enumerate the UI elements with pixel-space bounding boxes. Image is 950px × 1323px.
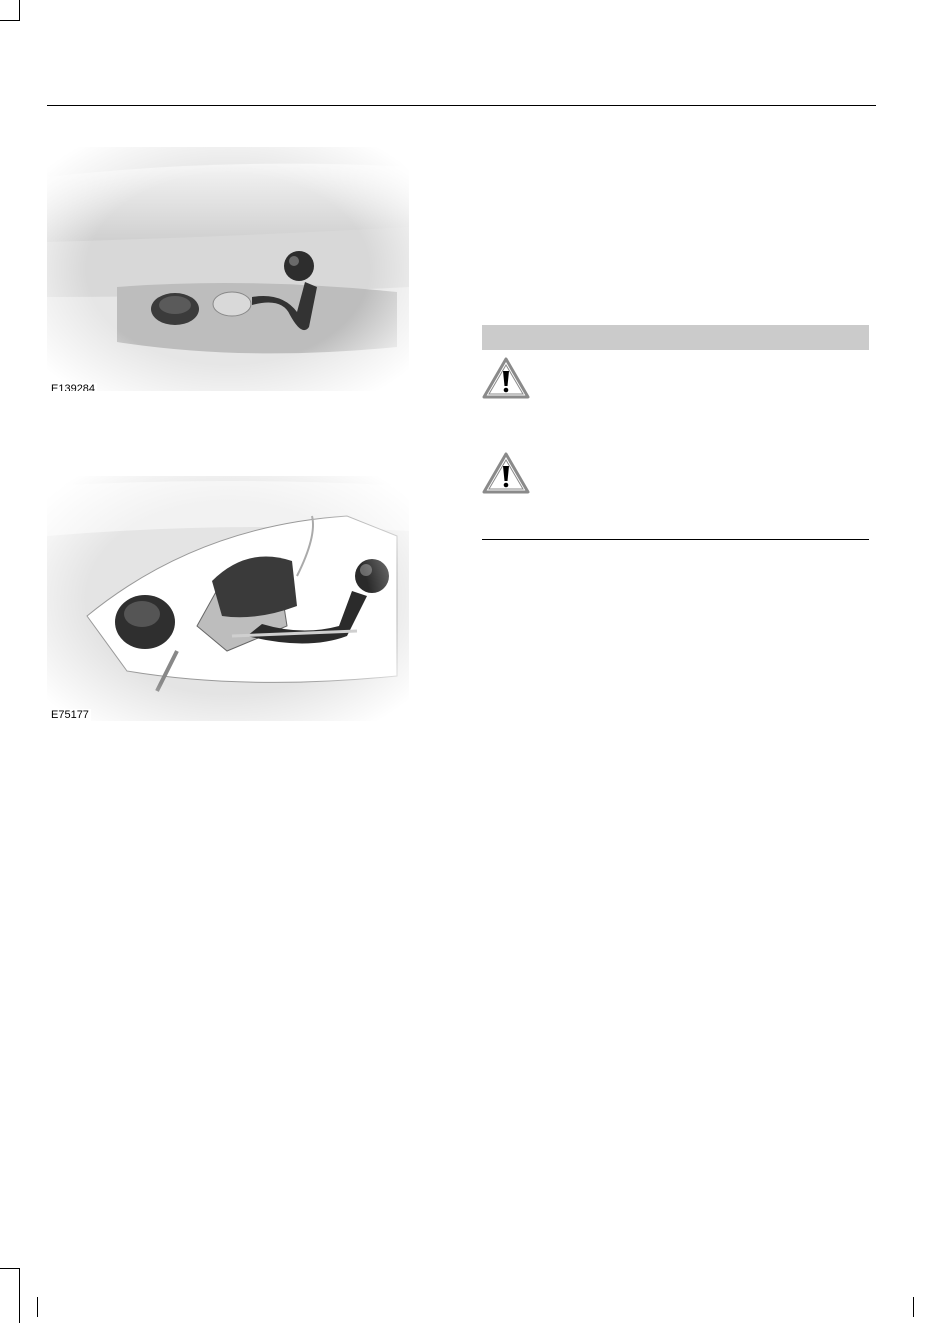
crop-mark-top-left-vertical — [19, 0, 20, 21]
warning-table-bottom-rule — [482, 539, 869, 540]
figure-label-2: E75177 — [51, 709, 89, 721]
figure-detachable-towbar — [47, 476, 409, 721]
warning-triangle-icon — [481, 451, 531, 495]
warning-table-header — [482, 325, 869, 350]
figure-label-1: E139284 — [51, 383, 97, 391]
crop-mark-bottom-left-horizontal — [0, 1268, 20, 1269]
towbar-illustration-1 — [47, 147, 409, 391]
crop-mark-bottom-left-vertical — [19, 1268, 20, 1323]
crop-mark-bottom-left-tick — [37, 1297, 38, 1317]
figure-towbar-under-bumper — [47, 147, 409, 391]
towbar-illustration-2 — [47, 476, 409, 721]
header-rule — [47, 105, 876, 106]
crop-mark-bottom-right-tick — [913, 1297, 914, 1317]
crop-mark-top-left-horizontal — [0, 20, 20, 21]
warning-triangle-icon — [481, 356, 531, 400]
